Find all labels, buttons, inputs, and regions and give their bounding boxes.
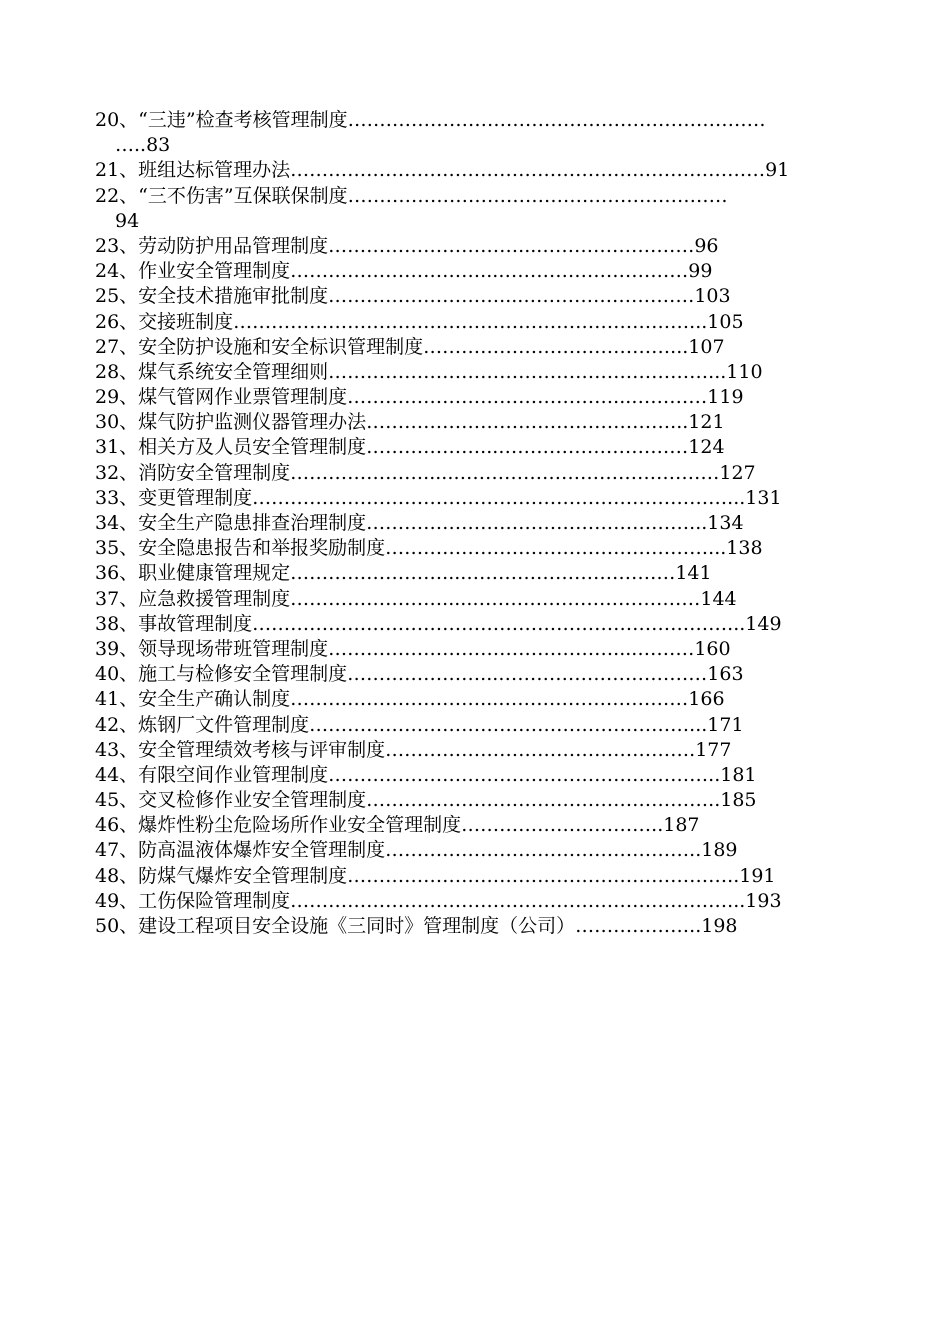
toc-entry: 41、安全生产确认制度…………………………...…………………………166: [95, 688, 725, 711]
toc-entry: 42、炼钢厂文件管理制度……………………………………………………...171: [95, 713, 744, 736]
toc-entry: 49、工伤保险管理制度……………………………………………………………...193: [95, 889, 782, 912]
toc-entry: 35、安全隐患报告和举报奖励制度……………………………………………...138: [95, 537, 763, 560]
table-of-contents: [95, 108, 840, 939]
toc-entry: 37、应急救援管理制度…………………….....………………………………144: [95, 587, 737, 610]
toc-entry: 36、职业健康管理规定……………………....……………………………141: [95, 562, 712, 585]
toc-entry: 27、安全防护设施和安全标识管理制度…………………………………...107: [95, 335, 725, 358]
toc-entry: 26、交接班制度………………………………………………………………...105: [95, 310, 744, 333]
toc-entry: 44、有限空间作业管理制度……………………………………………………..181: [95, 763, 757, 786]
toc-entry: 43、安全管理绩效考核与评审制度………………………………………….177: [95, 738, 732, 761]
toc-entry: 40、施工与检修安全管理制度…………………...……………………………163: [95, 663, 744, 686]
toc-entry: 34、安全生产隐患排查治理制度……………………………………………...134: [95, 512, 744, 534]
toc-entry: 28、煤气系统安全管理细则……………………………………………………...110: [95, 360, 763, 383]
toc-entry: 21、班组达标管理办法…………………………………………………………………91: [95, 159, 790, 182]
toc-entry: 48、防煤气爆炸安全管理制度……………………………………………………..191: [95, 864, 776, 887]
toc-entry: 45、交叉检修作业安全管理制度………………………………………………..185: [95, 789, 757, 812]
toc-entry: 31、相关方及人员安全管理制度………………...…………………………124: [95, 436, 725, 459]
toc-entry: 20、“三违”检查考核管理制度…………………………………………………………: [95, 109, 766, 131]
toc-entry: 24、作业安全管理制度…………………………...…………………………99: [95, 260, 713, 283]
toc-entry: 32、消防安全管理制度………………….....……………………………………127: [95, 461, 756, 484]
toc-entry: 50、建设工程项目安全设施《三同时》管理制度（公司）………………..198: [95, 915, 738, 937]
toc-entry: 22、“三不伤害”互保联保制度……………………………………………………: [95, 184, 728, 207]
toc-entry: 33、变更管理制度…………………………………………………………………...131: [95, 486, 782, 509]
toc-entry: 23、劳动防护用品管理制度…………………………....……………………96: [95, 234, 719, 257]
toc-entry: 25、安全技术措施审批制度………………………....………………………103: [95, 285, 731, 308]
toc-entry: 46、爆炸性粉尘危险场所作业安全管理制度…………………………..187: [95, 814, 700, 837]
toc-entry: 39、领导现场带班管理制度………………………………………....………160: [95, 637, 731, 660]
toc-entry: 30、煤气防护监测仪器管理办法…………………………………………...121: [95, 411, 725, 434]
toc-entry-continuation: …..83: [115, 134, 171, 157]
toc-entry-continuation: 94: [115, 209, 140, 232]
toc-entry: 38、事故管理制度…………………………………………………………………...149: [95, 612, 782, 635]
toc-entry: 47、防高温液体爆炸安全管理制度…………………………………………..189: [95, 839, 738, 862]
toc-entry: 29、煤气管网作业票管理制度……………………………………...…………119: [95, 386, 744, 409]
